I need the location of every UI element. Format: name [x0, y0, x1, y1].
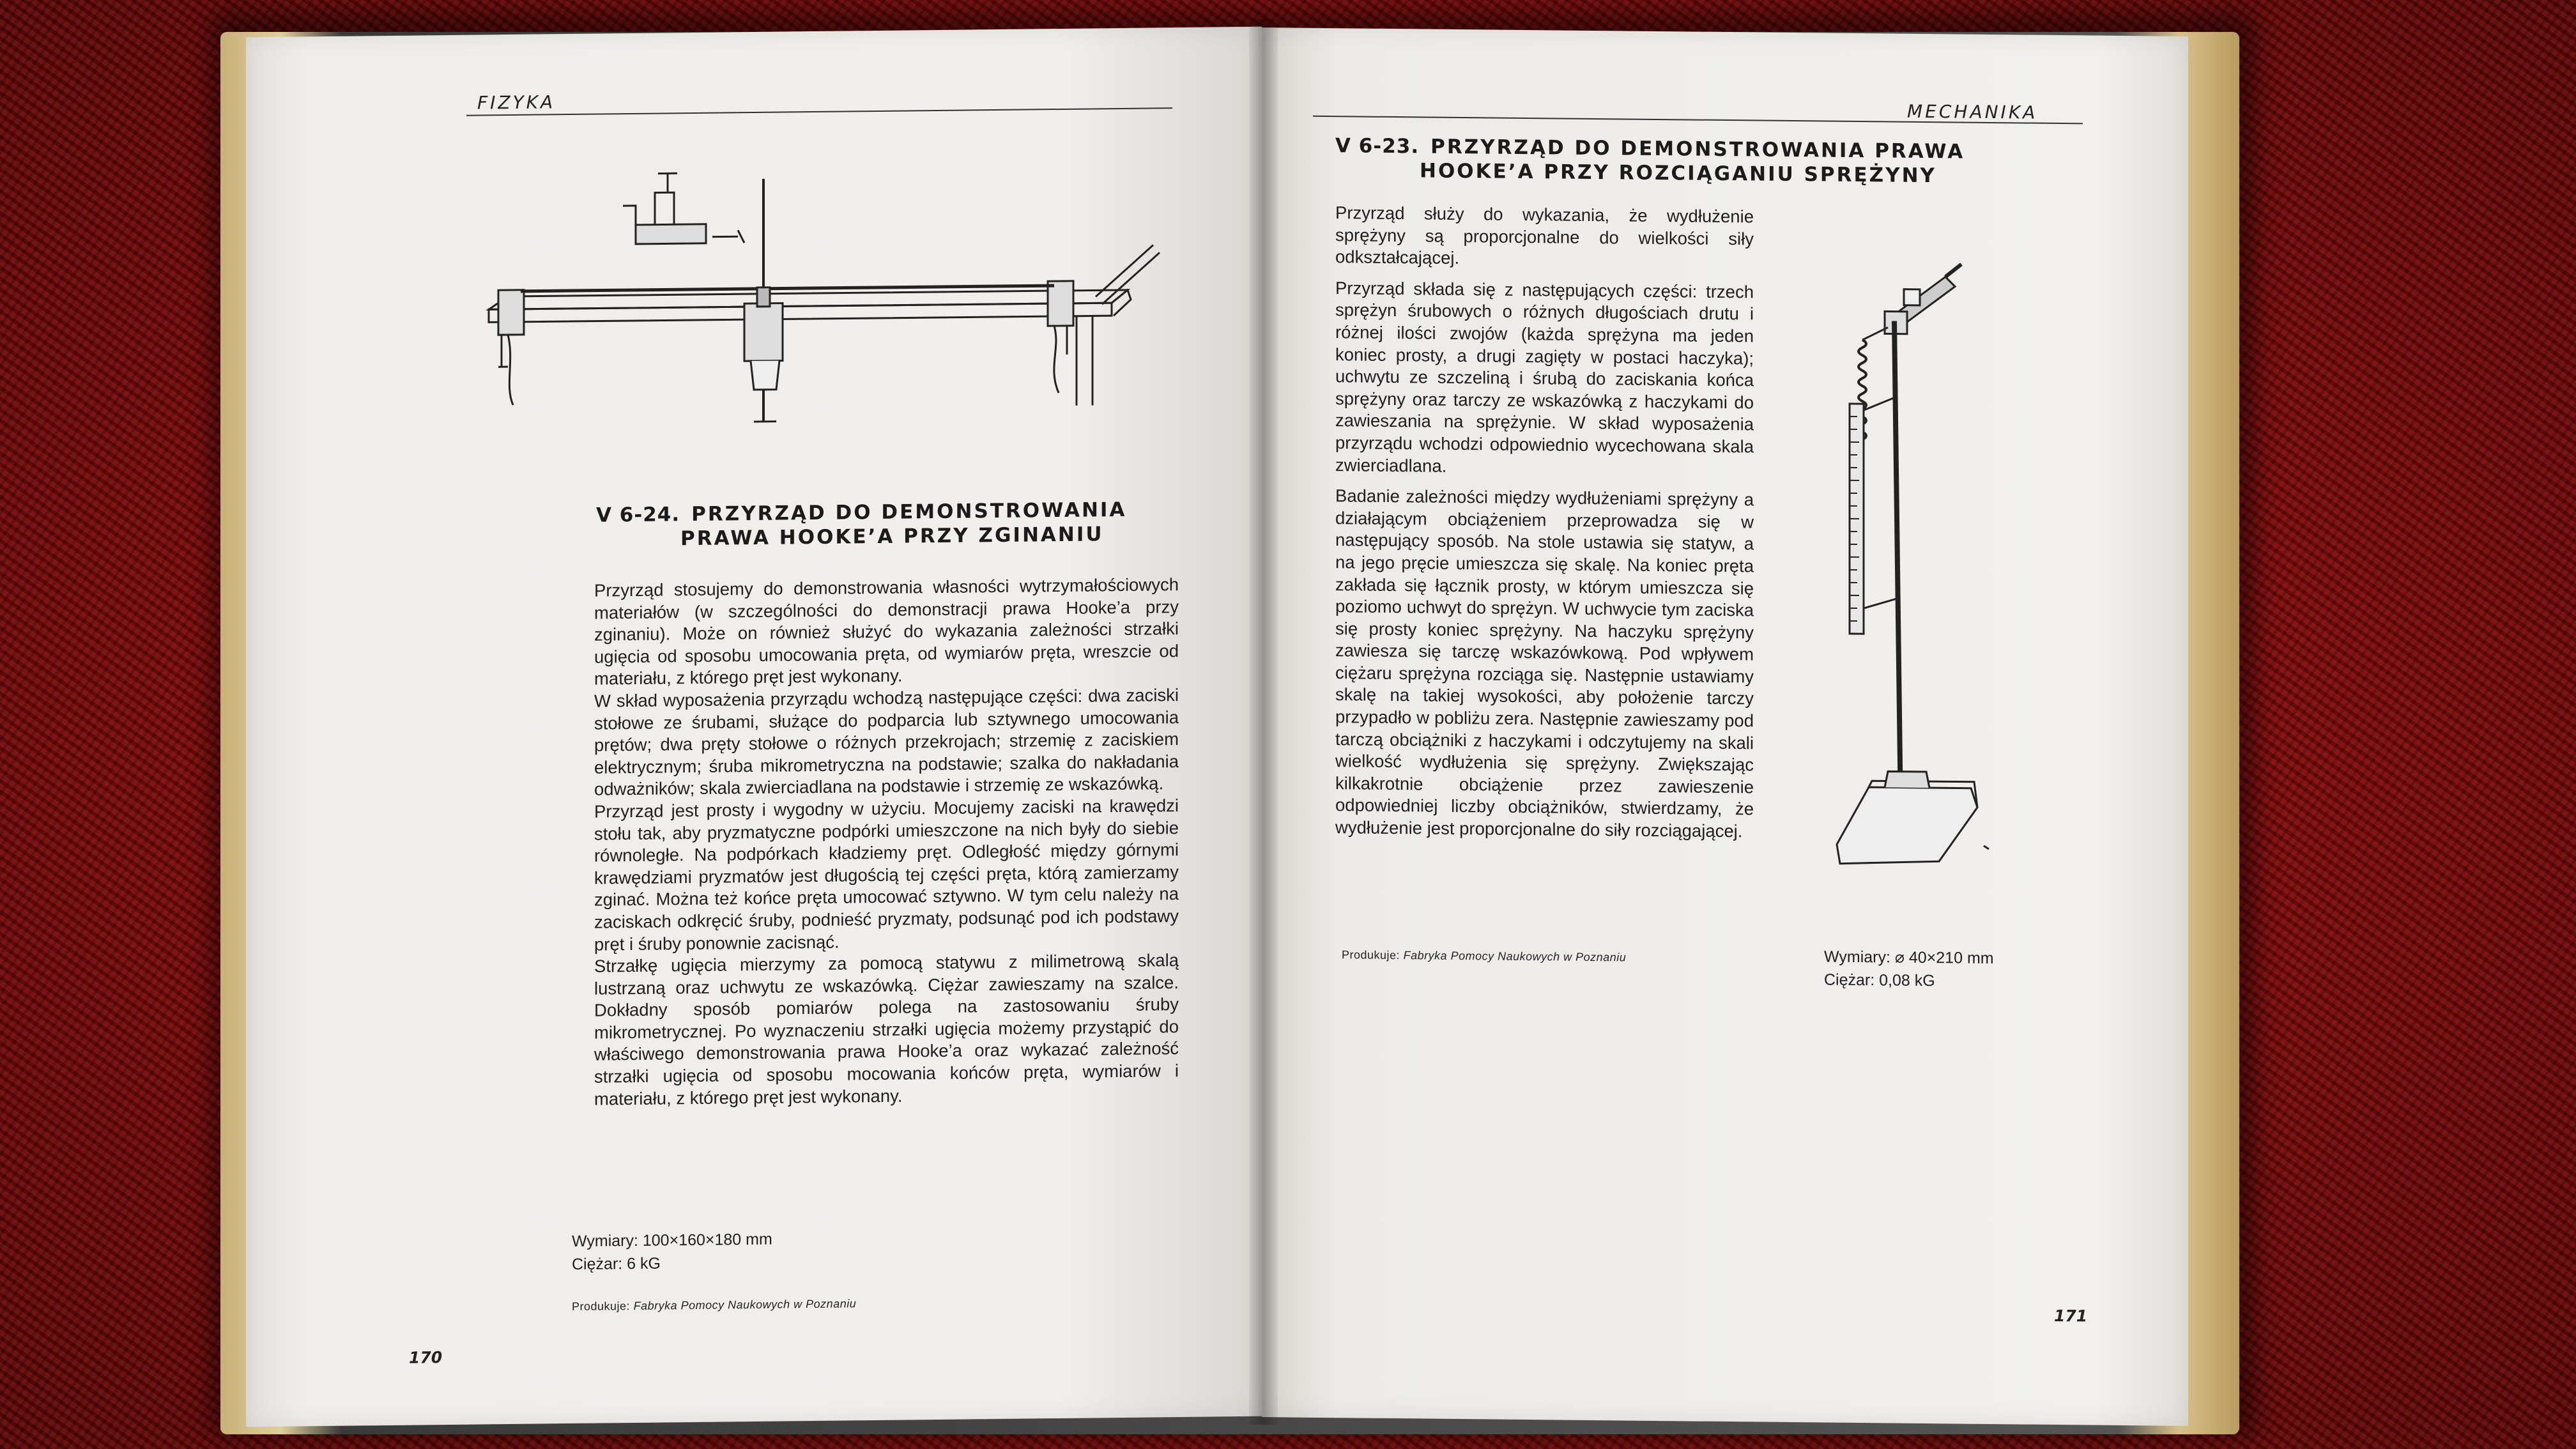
left-page — [246, 27, 1262, 1427]
weight-left: Ciężar: 6 kG — [572, 1254, 661, 1273]
paragraph-right-1: Przyrząd służy do wykazania, że wydłużenie sprężyny są proporcjonalne do wielkości siły odkształcającej. — [1335, 203, 1754, 268]
article-code-left: V 6-24. — [596, 503, 680, 527]
book-gutter — [1249, 19, 1278, 1425]
article-body-left — [594, 574, 1179, 1110]
article-title-line2-right: HOOKE’A PRZY ROZCIĄGANIU SPRĘŻYNY — [1420, 159, 1936, 188]
article-title-line1-left: PRZYRZĄD DO DEMONSTROWANIA — [691, 498, 1127, 526]
paragraph-left-2: W skład wyposażenia przyrządu wchodzą następujące części: dwa zaciski stołowe ze śrubami, służące do podparcia lub sztywnego umocowania prętów; dwa pręty stołowe o różnych przekrojach; strzemię z zaciskiem elektrycznym; śruba mikrometryczna na podstawie; szalka do nakładania odważników; skala zwierciadlana na podstawie i strzemię ze wskazówką. — [594, 685, 1179, 799]
producer-name-right: Fabryka Pomocy Naukowych w Poznaniu — [1403, 949, 1627, 964]
paragraph-left-3: Przyrząd jest prosty i wygodny w użyciu. Mocujemy zaciski na krawędzi stołu tak, aby pryzmatyczne podpórki umieszczone na nich były do siebie równoległe. Na podpórkach kładziemy pręt. Odległość między górnymi krawędziami pryzmatów jest długością tej części pręta, którą zamierzamy zginać. Można też końce pręta umocować sztywno. W tym celu należy na zaciskach odkręcić śruby, podnieść pryzmaty, podsunąć pod ich podstawy pręt i śruby ponownie zacisnąć. — [594, 795, 1179, 954]
spring-apparatus-illustration — [1824, 250, 2022, 878]
bending-apparatus-illustration — [463, 136, 1179, 444]
article-heading-right — [1335, 134, 1965, 188]
article-code-right: V 6-23. — [1335, 134, 1420, 158]
producer-right — [1342, 948, 1626, 964]
weight-right: Ciężar: 0,08 kG — [1824, 970, 1935, 990]
article-title-line2-left: PRAWA HOOKE’A PRZY ZGINANIU — [680, 523, 1104, 551]
header-rule-left — [466, 107, 1172, 116]
producer-name-left: Fabryka Pomocy Naukowych w Poznaniu — [633, 1297, 857, 1312]
page-number-right: 171 — [2054, 1306, 2088, 1326]
producer-left — [572, 1297, 856, 1314]
producer-label-right: Produkuje: — [1342, 948, 1400, 962]
right-page — [1262, 27, 2188, 1426]
producer-label-left: Produkuje: — [572, 1300, 631, 1313]
article-heading-left — [596, 498, 1126, 552]
paragraph-left-1: Przyrząd stosujemy do demonstrowania własności wytrzymałościowych materiałów (w szczególności do demonstracji prawa Hooke’a przy zginaniu). Może on również służyć do wykazania zależności strzałki ugięcia od sposobu umocowania pręta, od wymiarów pręta, wreszcie od materiału, z którego pręt jest wykonany. — [594, 574, 1179, 689]
running-head-right: MECHANIKA — [1907, 100, 2038, 123]
specifications-left — [572, 1228, 772, 1276]
paragraph-left-4: Strzałkę ugięcia mierzymy za pomocą statywu z milimetrową skalą lustrzaną oraz uchwytu ze wskazówką. Ciężar zawieszamy na szalce. Dokładny sposób pomiarów polega na zastosowaniu śruby mikrometrycznej. Po wyznaczeniu strzałki ugięcia możemy przystąpić do właściwego demonstrowania prawa Hooke’a oraz wykazać zależność strzałki ugięcia od sposobu mocowania końców pręta, wymiarów i materiału, z którego pręt jest wykonany. — [594, 950, 1179, 1109]
paragraph-right-2: Przyrząd składa się z następujących części: trzech sprężyn śrubowych o różnych długościach drutu i różnej ilości zwojów (każda sprężyna ma jeden koniec prosty, a drugi zagięty w postaci haczyka); uchwytu ze szczeliną i śrubą do zaciskania końca sprężyny oraz tarczy ze wskazówką z haczykami do zawieszania na sprężynie. W skład wyposażenia przyrządu wchodzi odpowiednio wycechowana skala zwierciadlana. — [1335, 277, 1754, 476]
article-body-right — [1335, 202, 1754, 843]
paragraph-right-3: Badanie zależności między wydłużeniami sprężyny a działającym obciążeniem przeprowadza się w następujący sposób. Na stole ustawia się statyw, a na jego pręcie umieszcza się skalę. Na koniec pręta zakłada się łącznik prosty, w którym umieszcza się poziomo uchwyt do sprężyn. W uchwycie tym zaciska się prosty koniec sprężyny. Na haczyku sprężyny zawiesza się tarczę wskazówkową. Pod wpływem ciężaru sprężyna rozciąga się. Następnie ustawiamy skalę na takiej wysokości, aby położenie tarczy przypadło w pobliżu zera. Następnie zawieszamy pod tarczą obciążniki z haczykami i odczytujemy na skali wielkość wydłużenia się sprężyny. Zwiększając kilkakrotnie obciążenie przez zawieszenie odpowiedniej liczby obciążników, stwierdzamy, że wydłużenie jest proporcjonalne do siły rozciągającej. — [1335, 486, 1754, 841]
dimensions-left: Wymiary: 100×160×180 mm — [572, 1230, 772, 1250]
dimensions-right: Wymiary: ⌀ 40×210 mm — [1824, 947, 1994, 968]
running-head-left: FIZYKA — [477, 91, 556, 114]
page-number-left: 170 — [409, 1348, 443, 1367]
article-title-line1-right: PRZYRZĄD DO DEMONSTROWANIA PRAWA — [1430, 135, 1965, 164]
specifications-right — [1824, 945, 1994, 993]
